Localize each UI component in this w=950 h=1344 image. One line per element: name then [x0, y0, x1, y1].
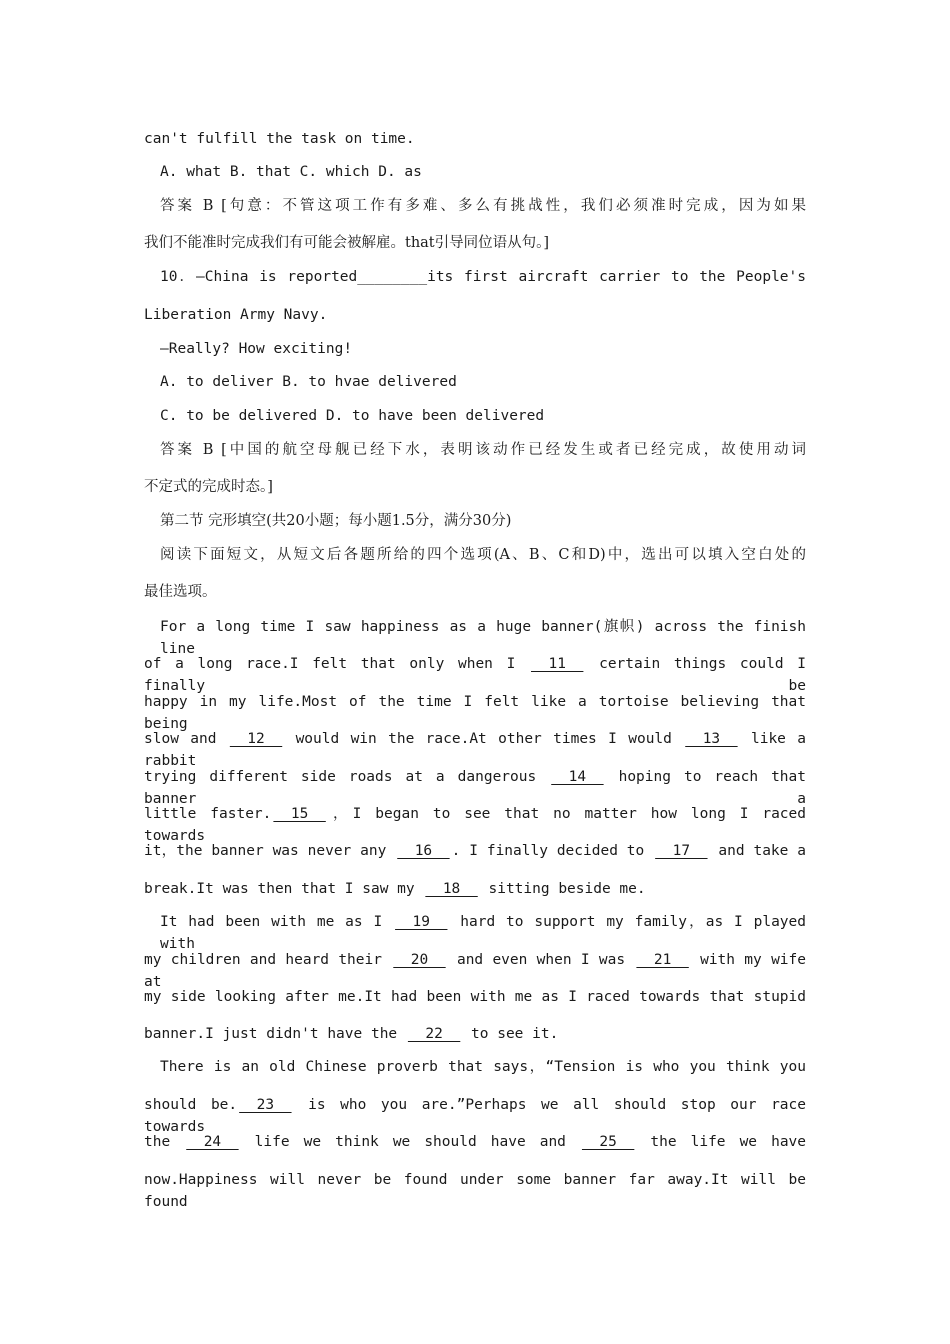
- text-line: 最佳选项。: [144, 584, 217, 600]
- passage-line: [144, 840, 806, 862]
- passage-text: would win the race.At other times I would: [284, 731, 684, 747]
- passage-line: [144, 691, 806, 732]
- passage-text: the: [144, 1134, 185, 1150]
- passage-line: [144, 653, 806, 694]
- passage-text: trying different side roads at a dangerous: [144, 769, 550, 785]
- passage-text: hoping to reach that banner a: [144, 769, 806, 807]
- blank-number: 24: [186, 1134, 239, 1150]
- passage-text: it，the banner was never any: [144, 843, 396, 859]
- passage-text: and take a: [709, 843, 806, 859]
- blank-number: 23: [239, 1097, 292, 1113]
- passage-line: [144, 1056, 806, 1078]
- passage-line: [144, 728, 806, 769]
- passage-text: my side looking after me.It had been with me as I raced towards that stupid: [144, 989, 806, 1005]
- passage-text: should be.: [144, 1097, 238, 1113]
- blank-number: 20: [393, 952, 446, 968]
- passage-line: [144, 986, 806, 1008]
- text-line: A. to deliver B. to hvae delivered: [160, 374, 457, 390]
- blank-number: 18: [425, 881, 478, 897]
- text-line: Liberation Army Navy.: [144, 307, 328, 323]
- passage-line: [144, 1131, 806, 1153]
- passage-text: break.It was then that I saw my: [144, 881, 424, 897]
- passage-text: ，I began to see that no matter how long I raced towards: [144, 806, 806, 844]
- passage-text: the life we have: [636, 1134, 807, 1150]
- passage-text: hard to support my family，as I played with: [160, 914, 806, 952]
- passage-text: . I finally decided to: [451, 843, 654, 859]
- text-line: 10．—China is reported________its first aircraft carrier to the People's: [160, 269, 806, 285]
- blank-number: 19: [395, 914, 448, 930]
- text-line: A. what B. that C. which D. as: [160, 164, 422, 180]
- passage-text: to see it.: [462, 1026, 559, 1042]
- text-line: 答案 B [中国的航空母舰已经下水，表明该动作已经发生或者已经完成，故使用动词: [160, 442, 806, 458]
- passage-line: [144, 1169, 806, 1210]
- text-line: can't fulfill the task on time.: [144, 131, 415, 147]
- blank-number: 13: [685, 731, 738, 747]
- blank-number: 22: [407, 1026, 461, 1042]
- passage-text: It had been with me as I: [160, 914, 394, 930]
- blank-number: 11: [531, 656, 584, 672]
- passage-line: [144, 1094, 806, 1135]
- passage-line: [144, 616, 806, 657]
- passage-text: of a long race.I felt that only when I: [144, 656, 530, 672]
- passage-line: [144, 878, 806, 900]
- passage-text: my children and heard their: [144, 952, 392, 968]
- passage-text: is who you are.”Perhaps we all should stop our race towards: [144, 1097, 806, 1135]
- passage-line: [144, 911, 806, 952]
- passage-line: [144, 949, 806, 990]
- text-line: 我们不能准时完成我们有可能会被解雇。that引导同位语从句。]: [144, 235, 550, 251]
- blank-number: 12: [229, 731, 283, 747]
- text-line: C. to be delivered D. to have been delivered: [160, 408, 545, 424]
- passage-line: [144, 803, 806, 844]
- passage-text: now.Happiness will never be found under some banner far away.It will be found: [144, 1172, 806, 1210]
- text-line: 答案 B [句意：不管这项工作有多难、多么有挑战性，我们必须准时完成，因为如果: [160, 198, 806, 214]
- passage-text: slow and: [144, 731, 228, 747]
- blank-number: 17: [655, 843, 708, 859]
- blank-number: 14: [551, 769, 604, 785]
- passage-text: There is an old Chinese proverb that says，“Tension is who you think you: [160, 1059, 806, 1075]
- blank-number: 16: [397, 843, 450, 859]
- passage-text: banner.I just didn't have the: [144, 1026, 406, 1042]
- blank-number: 15: [273, 806, 326, 822]
- blank-number: 25: [581, 1134, 635, 1150]
- passage-text: certain things could I finally be: [144, 656, 806, 694]
- passage-line: [144, 766, 806, 807]
- passage-text: little faster.: [144, 806, 272, 822]
- passage-line: [144, 1023, 806, 1045]
- passage-text: and even when I was: [447, 952, 635, 968]
- text-line: 不定式的完成时态。]: [144, 479, 273, 495]
- text-line: 第二节 完形填空(共20小题；每小题1.5分，满分30分): [160, 513, 512, 529]
- passage-text: with my wife at: [144, 952, 806, 990]
- passage-text: happy in my life.Most of the time I felt like a tortoise believing that being: [144, 694, 806, 732]
- passage-text: like a rabbit: [144, 731, 806, 769]
- passage-text: sitting beside me.: [479, 881, 646, 897]
- text-line: 阅读下面短文，从短文后各题所给的四个选项(A、B、C和D)中，选出可以填入空白处的: [160, 547, 806, 563]
- text-line: —Really? How exciting!: [160, 341, 353, 357]
- passage-text: For a long time I saw happiness as a huge banner(旗帜) across the finish line: [160, 619, 806, 657]
- blank-number: 21: [636, 952, 689, 968]
- passage-text: life we think we should have and: [240, 1134, 580, 1150]
